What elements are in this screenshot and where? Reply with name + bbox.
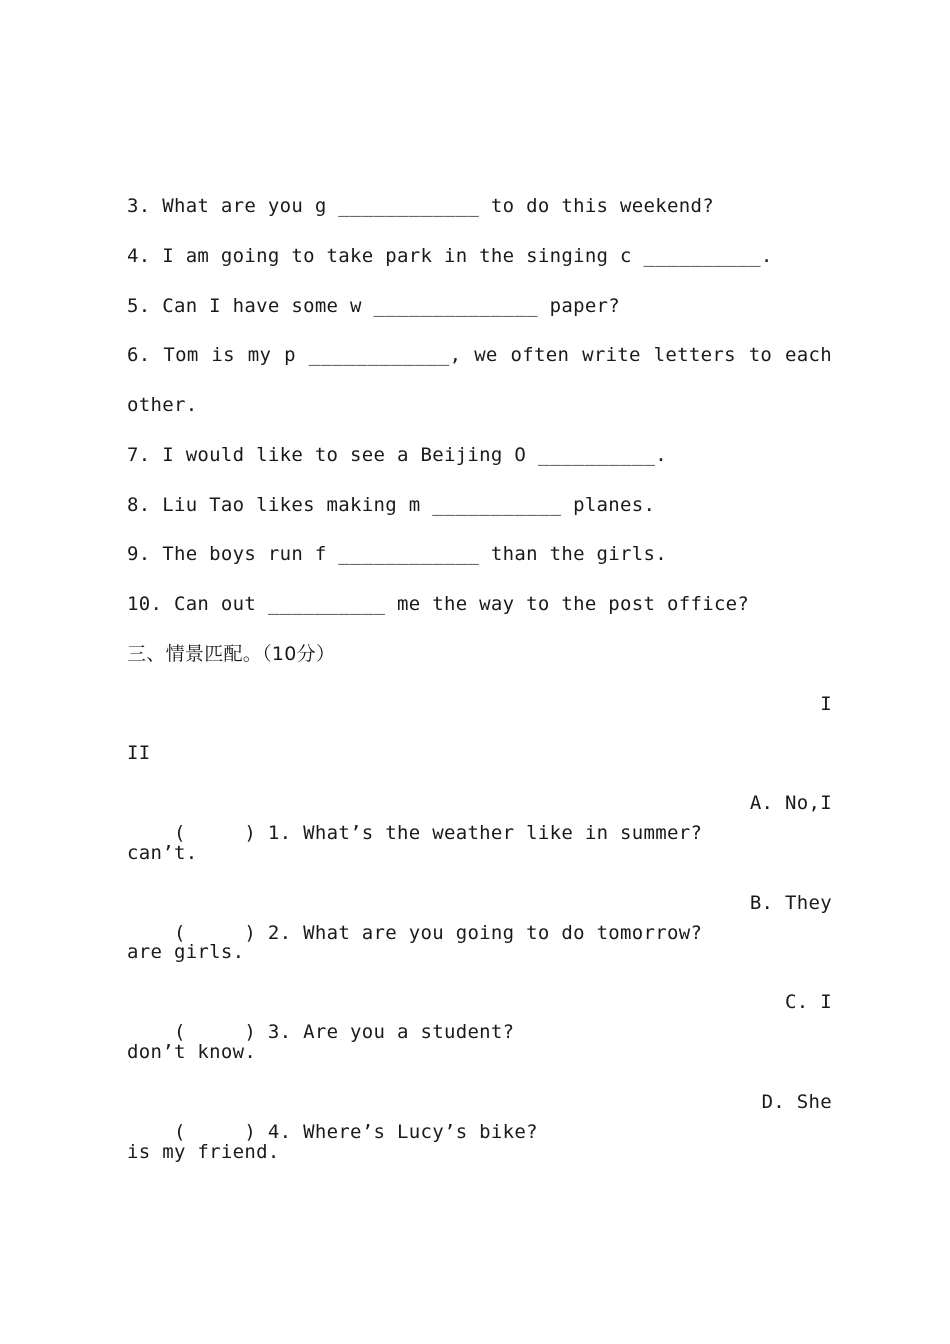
question-7: 7. I would like to see a Beijing O __________. [127, 444, 667, 466]
column-i-row [127, 689, 832, 719]
match-question-4: ( ) 4. Where’s Lucy’s bike? [173, 1121, 538, 1143]
match-answer-c-continuation: don’t know. [127, 1041, 257, 1063]
column-i-label: I [820, 693, 832, 715]
match-answer-a: A. No,I [749, 792, 832, 814]
question-9: 9. The boys run f ____________ than the girls. [127, 543, 667, 565]
question-4: 4. I am going to take park in the singing c __________. [127, 245, 773, 267]
match-answer-d: D. She [761, 1091, 832, 1113]
question-6-continuation: other. [127, 394, 198, 416]
match-row-1 [127, 788, 832, 844]
column-ii-label: II [127, 742, 151, 764]
question-6: 6. Tom is my p ____________, we often write letters to each [127, 344, 832, 366]
match-answer-c: C. I [785, 991, 832, 1013]
match-answer-d-continuation: is my friend. [127, 1141, 280, 1163]
match-answer-a-continuation: can’t. [127, 842, 198, 864]
question-5: 5. Can I have some w ______________ paper? [127, 295, 621, 317]
match-row-4 [127, 1087, 832, 1143]
question-10: 10. Can out __________ me the way to the post office? [127, 593, 750, 615]
match-row-2 [127, 888, 832, 944]
match-question-3: ( ) 3. Are you a student? [173, 1021, 515, 1043]
match-row-3 [127, 987, 832, 1043]
section-3-heading: 三、情景匹配。（10分） [127, 643, 336, 665]
match-answer-b: B. They [749, 892, 832, 914]
question-8: 8. Liu Tao likes making m ___________ planes. [127, 494, 656, 516]
match-question-2: ( ) 2. What are you going to do tomorrow? [173, 922, 703, 944]
match-question-1: ( ) 1. What’s the weather like in summer? [173, 822, 703, 844]
match-answer-b-continuation: are girls. [127, 941, 245, 963]
question-3: 3. What are you g ____________ to do this weekend? [127, 195, 714, 217]
